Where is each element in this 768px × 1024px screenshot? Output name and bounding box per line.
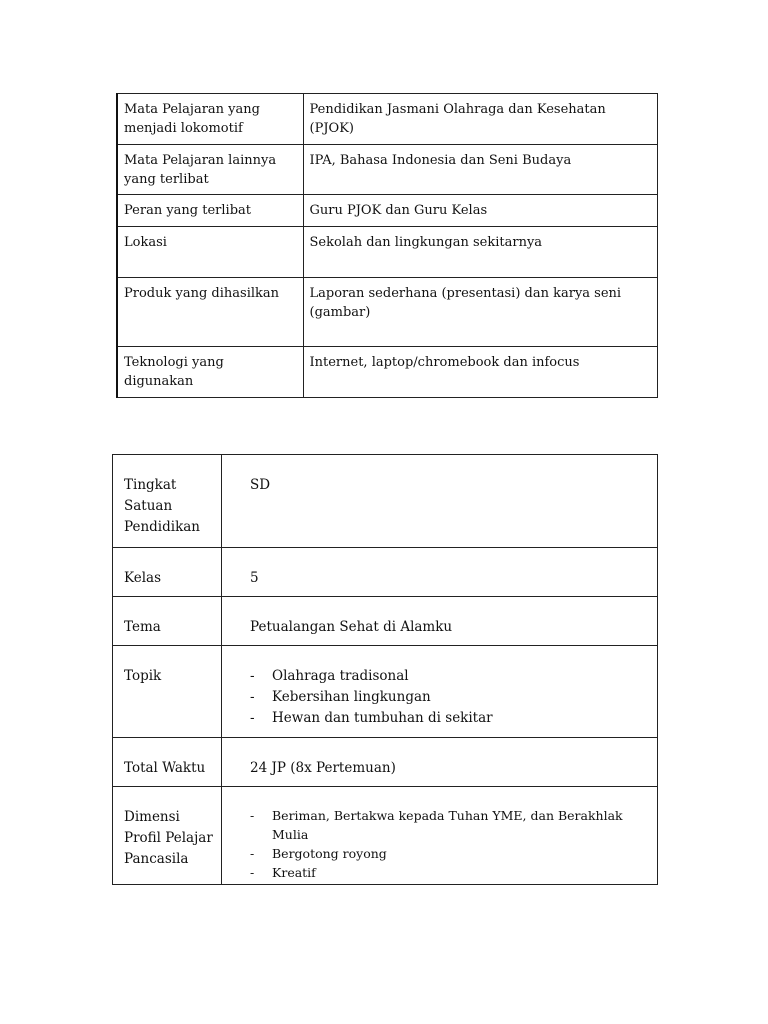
dimension-list — [250, 806, 649, 882]
row-value: SD — [222, 455, 658, 548]
table-row — [113, 455, 658, 548]
row-label: Topik — [113, 646, 222, 738]
list-item: - Hewan dan tumbuhan di sekitar — [250, 708, 649, 729]
row-value: Internet, laptop/chromebook dan infocus — [303, 347, 658, 398]
row-value: Sekolah dan lingkungan sekitarnya — [303, 227, 658, 278]
row-value: IPA, Bahasa Indonesia dan Seni Budaya — [303, 145, 658, 195]
table-row — [113, 787, 658, 885]
table-row — [113, 597, 658, 646]
table-row — [117, 278, 658, 347]
list-item: - Beriman, Bertakwa kepada Tuhan YME, dan Berakhlak Mulia — [250, 806, 649, 844]
row-label: Lokasi — [117, 227, 303, 278]
row-label: Mata Pelajaran yang menjadi lokomotif — [117, 94, 303, 145]
topic-list — [250, 666, 649, 729]
class-info-table — [112, 454, 658, 885]
row-value: Petualangan Sehat di Alamku — [222, 597, 658, 646]
list-item: - Kebersihan lingkungan — [250, 687, 649, 708]
row-value — [222, 787, 658, 885]
project-info-table — [116, 93, 658, 398]
list-item: - Bergotong royong — [250, 844, 649, 863]
row-label: Dimensi Profil Pelajar Pancasila — [113, 787, 222, 885]
row-label: Peran yang terlibat — [117, 195, 303, 227]
table-row — [117, 195, 658, 227]
row-label: Teknologi yang digunakan — [117, 347, 303, 398]
row-value: 5 — [222, 548, 658, 597]
table-row — [113, 738, 658, 787]
row-label: Tingkat Satuan Pendidikan — [113, 455, 222, 548]
row-value: Laporan sederhana (presentasi) dan karya seni (gambar) — [303, 278, 658, 347]
list-item: - Kreatif — [250, 863, 649, 882]
table-row — [117, 347, 658, 398]
table-row — [113, 548, 658, 597]
row-label: Kelas — [113, 548, 222, 597]
row-label: Total Waktu — [113, 738, 222, 787]
row-value: 24 JP (8x Pertemuan) — [222, 738, 658, 787]
row-label: Produk yang dihasilkan — [117, 278, 303, 347]
table-row — [113, 646, 658, 738]
row-value — [222, 646, 658, 738]
row-label: Mata Pelajaran lainnya yang terlibat — [117, 145, 303, 195]
list-item: - Olahraga tradisonal — [250, 666, 649, 687]
row-value: Pendidikan Jasmani Olahraga dan Kesehatan (PJOK) — [303, 94, 658, 145]
row-label: Tema — [113, 597, 222, 646]
table-row — [117, 227, 658, 278]
table-row — [117, 94, 658, 145]
table-row — [117, 145, 658, 195]
row-value: Guru PJOK dan Guru Kelas — [303, 195, 658, 227]
